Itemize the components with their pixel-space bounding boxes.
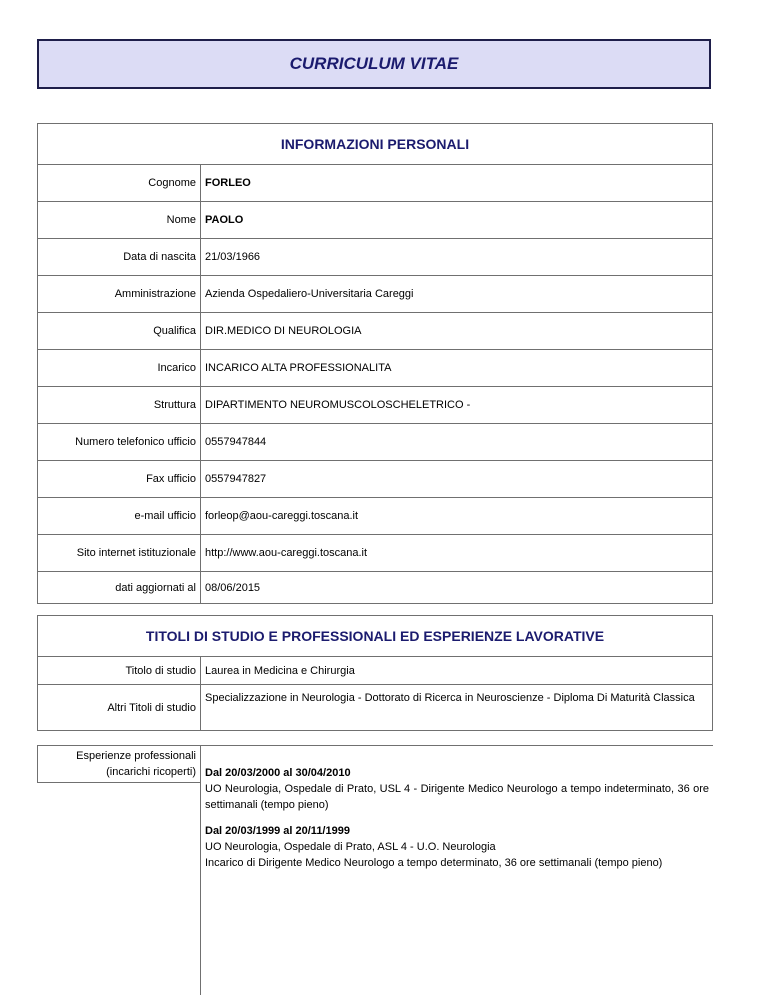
- personal-row-value: http://www.aou-careggi.toscana.it: [205, 547, 368, 559]
- experience-label: [37, 746, 201, 783]
- studies-heading: TITOLI DI STUDIO E PROFESSIONALI ED ESPERIENZE LAVORATIVE: [38, 616, 712, 657]
- entry-spacer: [205, 813, 709, 823]
- personal-row-value: Azienda Ospedaliero-Universitaria Careggi: [205, 288, 414, 300]
- experience-divider: [200, 783, 201, 995]
- personal-row-label: Nome: [38, 202, 201, 238]
- altri-titoli-label: Altri Titoli di studio: [38, 685, 201, 730]
- personal-row-value: 0557947827: [205, 473, 267, 485]
- entry-spacer: [205, 871, 709, 881]
- personal-row-label: Amministrazione: [38, 276, 201, 312]
- studies-section: [37, 615, 713, 731]
- personal-row-label: Qualifica: [38, 313, 201, 349]
- personal-row: [38, 572, 712, 604]
- personal-row-value: DIR.MEDICO DI NEUROLOGIA: [205, 325, 362, 337]
- titolo-value: Laurea in Medicina e Chirurgia: [205, 664, 355, 677]
- personal-row: [38, 313, 712, 350]
- experience-section: [37, 745, 713, 994]
- personal-row: [38, 535, 712, 572]
- personal-info-rows: [38, 165, 712, 604]
- personal-row-label: Struttura: [38, 387, 201, 423]
- personal-row-value: FORLEO: [205, 177, 251, 189]
- personal-row-value: INCARICO ALTA PROFESSIONALITA: [205, 362, 392, 374]
- personal-row: [38, 276, 712, 313]
- personal-row-label: Cognome: [38, 165, 201, 201]
- personal-row-value: 08/06/2015: [205, 581, 261, 594]
- personal-row: [38, 424, 712, 461]
- personal-row-label: Incarico: [38, 350, 201, 386]
- personal-row: [38, 387, 712, 424]
- personal-info-section: [37, 123, 713, 604]
- personal-row: [38, 350, 712, 387]
- personal-row: [38, 202, 712, 239]
- titolo-label: Titolo di studio: [38, 657, 201, 684]
- experience-period: Dal 20/03/2000 al 30/04/2010: [205, 767, 351, 779]
- personal-row: [38, 498, 712, 535]
- personal-row-label: Numero telefonico ufficio: [38, 424, 201, 460]
- cv-title-box: [37, 39, 711, 89]
- personal-row: [38, 239, 712, 276]
- personal-info-heading: INFORMAZIONI PERSONALI: [38, 124, 712, 165]
- personal-row-label: Fax ufficio: [38, 461, 201, 497]
- personal-row-label: dati aggiornati al: [38, 572, 201, 603]
- experience-entries: [205, 765, 709, 881]
- personal-row-value: DIPARTIMENTO NEUROMUSCOLOSCHELETRICO -: [205, 399, 471, 411]
- experience-description: UO Neurologia, Ospedale di Prato, USL 4 - Dirigente Medico Neurologo a tempo indeterminato, 36 ore settimanali (tempo pieno): [205, 783, 709, 811]
- experience-label-line1: Esperienze professionali: [76, 750, 196, 762]
- experience-description: UO Neurologia, Ospedale di Prato, ASL 4 - U.O. Neurologia: [205, 841, 496, 853]
- personal-row-value: forleop@aou-careggi.toscana.it: [205, 510, 359, 522]
- altri-titoli-value: Specializzazione in Neurologia - Dottorato di Ricerca in Neuroscienze - Diploma Di Maturità Classica: [205, 692, 695, 704]
- experience-description: Incarico di Dirigente Medico Neurologo a tempo determinato, 36 ore settimanali (tempo pieno): [205, 857, 663, 869]
- personal-row: [38, 461, 712, 498]
- personal-row-label: e-mail ufficio: [38, 498, 201, 534]
- experience-period: Dal 20/03/1999 al 20/11/1999: [205, 825, 350, 837]
- experience-label-line2: (incarichi ricoperti): [106, 766, 196, 778]
- personal-row: [38, 165, 712, 202]
- titolo-row: [38, 657, 712, 685]
- altri-titoli-row: [38, 685, 712, 731]
- personal-row-label: Sito internet istituzionale: [38, 535, 201, 571]
- personal-row-value: 21/03/1966: [205, 251, 261, 263]
- personal-row-label: Data di nascita: [38, 239, 201, 275]
- cv-title: CURRICULUM VITAE: [289, 54, 459, 73]
- personal-row-value: PAOLO: [205, 214, 244, 226]
- personal-row-value: 0557947844: [205, 436, 267, 448]
